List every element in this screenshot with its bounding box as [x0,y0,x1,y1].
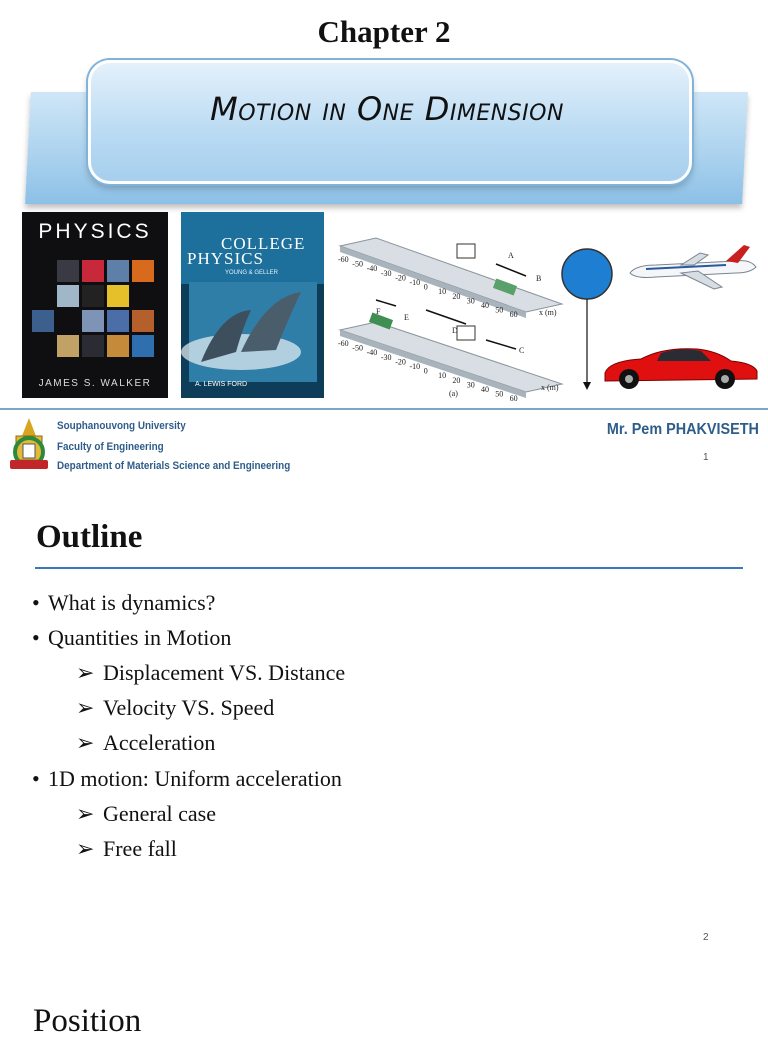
cover-tile [82,310,104,332]
arrow-bullet-icon: ➢ [76,695,95,720]
track-tick-label: 10 [438,371,447,381]
cover-tile [132,335,154,357]
department-name: Department of Materials Science and Engineering [57,460,291,472]
university-name: Souphanouvong University [57,420,186,432]
track-tick-label: -10 [409,278,421,287]
axis-label-bottom: x (m) [541,383,559,392]
airplane-image [626,243,760,295]
label-C: C [519,346,525,355]
book-cover-college-physics [181,212,324,398]
page-number: 1 [703,452,709,463]
ball [562,249,612,299]
book-authors: YOUNG & GELLER [225,270,279,276]
arrow-bullet-icon: ➢ [76,801,95,826]
label-D: D [452,326,458,335]
track-tick-label: -30 [380,268,392,278]
faculty-name: Faculty of Engineering [57,441,164,453]
cover-tile [132,260,154,282]
track-tick-label: -10 [409,362,421,371]
track-tick-label: 50 [495,305,504,315]
presenter-name: Mr. Pem PHAKVISETH [606,421,759,438]
track-tick-label: 60 [509,394,518,404]
track-tick-label: 0 [423,366,428,376]
book-footer: A. LEWIS FORD [195,381,248,388]
track-tick-label: -20 [395,273,406,283]
cover-tile [107,335,129,357]
bullet-item: • 1D motion: Uniform acceleration [32,766,342,791]
label-B: B [536,274,542,283]
figure-caption: (a) [449,389,458,398]
track-tick-label: -60 [338,255,349,264]
bullet-item: • What is dynamics? [32,590,216,615]
book-title-line1: COLLEGE [221,234,306,253]
book-author: JAMES S. WALKER [38,378,152,389]
track-tick-label: -50 [352,259,363,269]
bullet-item: • Quantities in Motion [32,625,232,650]
outline-title: Outline [36,519,143,555]
track-tick-label: 20 [452,375,461,385]
cover-tile [107,285,129,307]
slide-subtitle: Motion in One Dimension [210,90,564,128]
track-tick-label: -40 [366,264,378,274]
track-tick-label: 30 [466,296,475,306]
track-tick-label: 40 [481,301,489,310]
book-title: PHYSICS [38,220,152,243]
cover-tile [82,260,104,282]
cover-tile [132,310,154,332]
track-diagram [336,234,566,404]
red-car-image [601,343,761,393]
chapter-title: Chapter 2 [317,14,451,49]
axis-label-top: x (m) [539,308,557,317]
cover-tile [57,285,79,307]
track-tick-label: 0 [423,282,428,292]
track-tick-label: -50 [352,343,363,353]
track-tick-label: 60 [509,310,518,320]
label-E: E [404,313,409,322]
track-tick-label: 20 [452,291,461,301]
track-tick-label: -30 [380,352,392,362]
track-tick-label: -60 [338,339,349,348]
cover-tile [107,310,129,332]
track-tick-label: 40 [481,385,489,394]
book-cover-walker [22,212,168,398]
arrow-bullet-icon: ➢ [76,836,95,861]
cover-tile [82,285,104,307]
sub-bullet-item: ➢ Acceleration [76,730,216,755]
cover-tile [32,310,54,332]
track-tick-label: 50 [495,389,504,399]
university-logo [6,416,52,474]
sub-bullet-item: ➢ General case [76,801,216,826]
slide-divider [0,408,768,410]
arrow-bullet-icon: ➢ [76,730,95,755]
cover-tile [57,260,79,282]
sub-bullet-item: ➢ Velocity VS. Speed [76,695,275,720]
sub-bullet-item: ➢ Displacement VS. Distance [76,660,346,685]
cover-tile [107,260,129,282]
track-tick-label: -20 [395,357,406,367]
arrow-bullet-icon: ➢ [76,660,95,685]
next-slide-title: Position [33,1003,142,1039]
label-F: F [376,307,381,316]
cover-tile [82,335,104,357]
track-tick-label: -40 [366,348,378,358]
cover-tile [57,335,79,357]
track-tick-label: 30 [466,380,475,390]
book-title-line2: PHYSICS [187,249,264,268]
sub-bullet-item: ➢ Free fall [76,836,177,861]
label-A: A [508,251,514,260]
page-number: 2 [703,932,709,943]
title-underline [35,567,743,569]
down-arrow-icon [583,382,591,390]
track-tick-label: 10 [438,287,447,297]
